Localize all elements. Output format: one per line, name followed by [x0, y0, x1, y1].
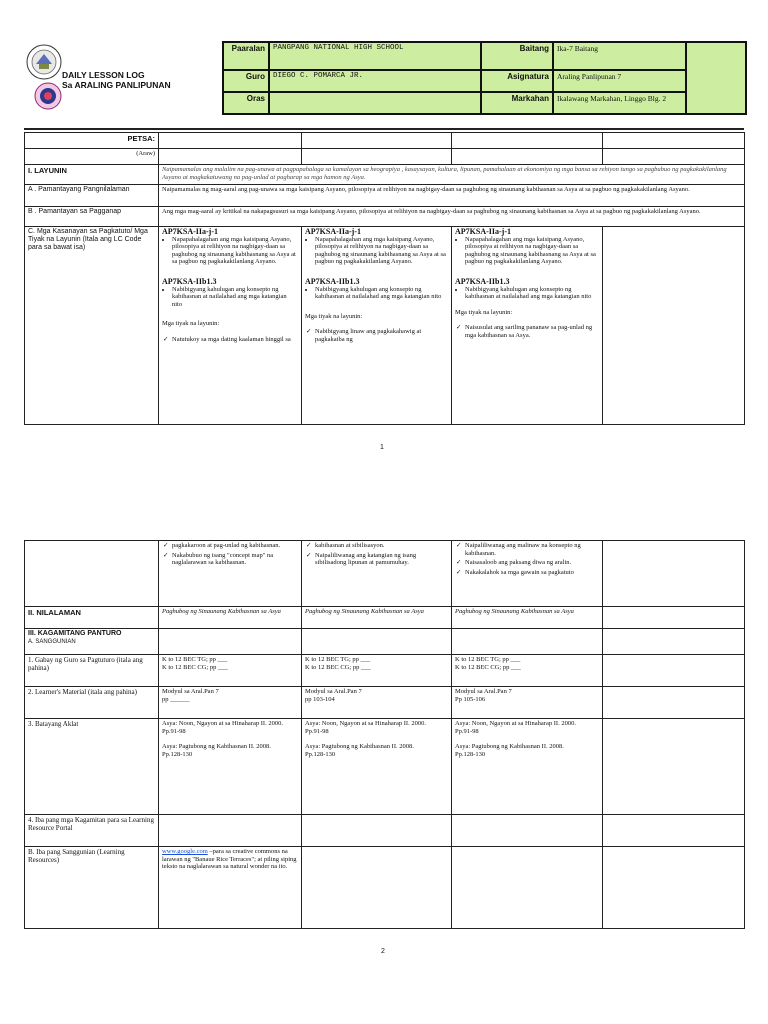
- book-pages: Pp.128-130: [455, 750, 486, 758]
- lc-bullet: • Nabibigyang kahulugan ang konsepto ng kabihasnan at nailalahad ang mga katangian nito: [172, 286, 298, 309]
- pamantayan-sa-pagganap-label: B . Pamantayan sa Pagganap: [25, 207, 159, 227]
- petsa-label: PETSA:: [25, 133, 159, 149]
- iba-pang-kagamitan-col-4: [603, 815, 745, 847]
- page-2: [0, 530, 768, 1024]
- pamantayang-pangnilalaman-label: A . Pamantayang Pangnilalaman: [25, 185, 159, 207]
- pamantayang-pangnilalaman-text: Naipamamalas ng mag-aaral ang pag-unawa sa mga kaisipang Asyano, pilosopiya at relihiyon na nagbigay-daan sa paghubog ng sinaunang kabihasnan sa Asya at sa pagbuo ng pagkakakilanlang Asyano.: [159, 185, 745, 207]
- grade-label: Baitang: [481, 42, 553, 70]
- kasanayan-label: C. Mga Kasanayan sa Pagkatuto/ Mga Tiyak na Layunin (Itala ang LC Code para sa bawat isa): [25, 227, 159, 425]
- kasanayan-col-3: [452, 227, 603, 425]
- kagamitan-label: [25, 629, 159, 655]
- google-link[interactable]: www.google.com: [162, 848, 208, 855]
- learners-material-col-4: [603, 687, 745, 719]
- objective-item: ✓ Naisusulat ang sariling pananaw sa pag-unlad ng mga kabihasnan sa Asya.: [465, 324, 599, 339]
- lc-bullet: • Napapahalagahan ang mga kaisipang Asyano, pilosopiya at relihiyon na nagbigay-daan sa paghubog ng sinaunang kabihasnang sa Asya at sa pagbuo ng pagkakakilanlang Asyano.: [172, 236, 298, 266]
- batayang-aklat-col-1: [159, 719, 302, 815]
- subject-label: Asignatura: [481, 70, 553, 92]
- lesson-table-1: [24, 132, 745, 425]
- lc-code: AP7KSA-IIb1.3: [162, 276, 217, 286]
- modyul-line: Modyul sa Aral.Pan 7: [305, 688, 362, 695]
- nilalaman-col-3: Paghubog ng Sinaunang Kabihasnan sa Asya: [452, 607, 603, 629]
- iba-pang-kagamitan-label: 4. Iba pang mga Kagamitan para sa Learning Resource Portal: [25, 815, 159, 847]
- cg-line: K to 12 BEC CG; pp ___: [455, 663, 521, 671]
- book-pages: Pp.91-98: [162, 727, 186, 735]
- kasanayan-col-2: [302, 227, 452, 425]
- kasanayan-col-4: [603, 227, 745, 425]
- objective-item: ✓ Natutukoy sa mga dating kaalaman hinggil sa: [172, 336, 298, 344]
- continued-col-4: [603, 541, 745, 607]
- nilalaman-col-4: [603, 607, 745, 629]
- nilalaman-col-2: Paghubog ng Sinaunang Kabihasnan sa Asya: [302, 607, 452, 629]
- petsa-col-2: [302, 133, 452, 149]
- cg-line: K to 12 BEC CG; pp ___: [305, 663, 371, 671]
- iba-pang-kagamitan-col-1: [159, 815, 302, 847]
- lc-code: AP7KSA-IIa-j-1: [455, 227, 511, 236]
- book-pages: Pp.91-98: [455, 727, 479, 735]
- subject-value: Araling Panlipunan 7: [553, 70, 686, 92]
- gabay-guro-label: 1. Gabay ng Guro sa Pagtuturo (itala ang pahina): [25, 655, 159, 687]
- gabay-guro-col-2: [302, 655, 452, 687]
- iba-pang-sanggunian-col-2: [302, 847, 452, 929]
- iba-pang-sanggunian-col-3: [452, 847, 603, 929]
- iba-pang-sanggunian-col-1: [159, 847, 302, 929]
- layunin-text: Naipamamalas ang malalim na pag-unawa at pagpapahalaga sa kamalayan sa heograpiya , kasaysayan, kultura, lipunan, pamahalaan at ekonomiya ng mga bansa sa rehiyon tungo sa pagbubuo ng pagkakakilanlang Asyano at magkakatuwang na pag-unlad at pagharap sa mga hamon ng Asya.: [159, 165, 745, 185]
- lc-bullet: • Nabibigyang kahulugan ang konsepto ng kabihasnan at nailalahad ang mga katangian nito: [465, 286, 599, 301]
- objective-item: ✓ Nakabubuo ng isang "concept map" na naglalarawan sa kabihasnan.: [172, 552, 298, 567]
- continued-col-1: [159, 541, 302, 607]
- iba-pang-kagamitan-col-3: [452, 815, 603, 847]
- araw-col-4: [603, 149, 745, 165]
- objective-item: ✓ kabihasnan at sibilisasyon.: [315, 542, 448, 550]
- school-label: Paaralan: [223, 42, 269, 70]
- lc-bullet: • Napapahalagahan ang mga kaisipang Asyano, pilosopiya at relihiyon na nagbigay-daan sa paghubog ng sinaunang kabihasnang sa Asya at sa pagbuo ng pagkakakilanlang Asyano.: [465, 236, 599, 266]
- lesson-table-2: [24, 540, 745, 929]
- header-divider: [24, 128, 744, 130]
- learners-material-col-3: [452, 687, 603, 719]
- pages-line: Pp 105-106: [455, 695, 486, 703]
- objective-item: ✓ Naipaliliwanag ang katangian ng isang sibilisadong lipunan at pamumuhay.: [315, 552, 448, 567]
- book-ref: Asya: Pagtubong ng Kabihasnan II. 2008.: [162, 743, 271, 751]
- objective-item: ✓ pagkakaroon at pag-unlad ng kabihasnan.: [172, 542, 298, 550]
- araw-col-2: [302, 149, 452, 165]
- page-number-1: 1: [380, 444, 384, 451]
- araw-col-3: [452, 149, 603, 165]
- lc-bullet: • Nabibigyang kahulugan ang konsepto ng kabihasnan at nailalahad ang mga katangian nito: [315, 286, 448, 301]
- batayang-aklat-col-4: [603, 719, 745, 815]
- page-1: [0, 0, 768, 470]
- doc-title: [62, 70, 171, 90]
- book-ref: Asya: Noon, Ngayon at sa Hinaharap II. 2000.: [305, 720, 426, 727]
- book-pages: Pp.128-130: [162, 750, 193, 758]
- teacher-value: DIEGO C. POMARCA JR.: [269, 70, 481, 92]
- kagamitan-heading: III. KAGAMITANG PANTURO: [28, 630, 122, 637]
- araw-col-1: [159, 149, 302, 165]
- gabay-guro-col-4: [603, 655, 745, 687]
- lc-code: AP7KSA-IIb1.3: [305, 276, 360, 286]
- batayang-aklat-col-3: [452, 719, 603, 815]
- quarter-value: Ikalawang Markahan, Linggo Blg. 2: [553, 92, 686, 114]
- kasanayan-col-1: [159, 227, 302, 425]
- book-ref: Asya: Noon, Ngayon at sa Hinaharap II. 2000.: [162, 720, 283, 727]
- page-number-2: 2: [381, 948, 385, 955]
- gabay-guro-col-1: [159, 655, 302, 687]
- layunin-label: I. LAYUNIN: [25, 165, 159, 185]
- kagamitan-col-1: [159, 629, 302, 655]
- title-line-2: Sa ARALING PANLIPUNAN: [62, 80, 171, 90]
- nilalaman-col-1: Paghubog ng Sinaunang Kabihasnan sa Asya: [159, 607, 302, 629]
- lc-code: AP7KSA-IIa-j-1: [162, 227, 218, 236]
- deped-logo: [26, 44, 62, 80]
- continued-col-3: [452, 541, 603, 607]
- iba-pang-kagamitan-col-2: [302, 815, 452, 847]
- learners-material-label: 2. Learner's Material (itala ang pahina): [25, 687, 159, 719]
- grade-value: Ika-7 Baitang: [553, 42, 686, 70]
- region-seal: [34, 82, 62, 110]
- petsa-col-4: [603, 133, 745, 149]
- objective-item: ✓ Naipaliliwanag ang malinaw na konsepto ng kabihasnan.: [465, 542, 599, 557]
- objective-item: ✓ Nabibigyang linaw ang pagkakahawig at pagkakaiba ng: [315, 328, 448, 343]
- petsa-col-3: [452, 133, 603, 149]
- pages-line: pp ______: [162, 695, 190, 703]
- learners-material-col-2: [302, 687, 452, 719]
- objective-item: ✓ Nakakalahok sa mga gawain sa pagkatuto: [465, 569, 599, 577]
- book-ref: Asya: Pagtubong ng Kabihasnan II. 2008.: [455, 743, 564, 751]
- header-table: [222, 41, 747, 115]
- lc-code: AP7KSA-IIa-j-1: [305, 227, 361, 236]
- time-label: Oras: [223, 92, 269, 114]
- school-value: PANGPANG NATIONAL HIGH SCHOOL: [269, 42, 481, 70]
- tiyak-heading: Mga tiyak na layunin:: [162, 320, 220, 328]
- kagamitan-col-4: [603, 629, 745, 655]
- araw-label: (Araw): [25, 149, 159, 165]
- title-line-1: DAILY LESSON LOG: [62, 70, 145, 80]
- teacher-label: Guro: [223, 70, 269, 92]
- batayang-aklat-label: 3. Batayang Aklat: [25, 719, 159, 815]
- batayang-aklat-col-2: [302, 719, 452, 815]
- book-pages: Pp.91-98: [305, 727, 329, 735]
- quarter-label: Markahan: [481, 92, 553, 114]
- book-ref: Asya: Pagtubong ng Kabihasnan II. 2008.: [305, 743, 414, 751]
- sanggunian-heading: A. SANGGUNIAN: [28, 639, 76, 645]
- lc-code: AP7KSA-IIb1.3: [455, 276, 510, 286]
- resource-text: –para sa creative commons na larawan ng "Banaue Rice Terraces"; at piling siping teksto na naglalarawan sa natural wonder na ito.: [162, 848, 297, 871]
- tg-line: K to 12 BEC TG; pp ___: [162, 656, 228, 663]
- book-pages: Pp.128-130: [305, 750, 336, 758]
- tg-line: K to 12 BEC TG; pp ___: [455, 656, 521, 663]
- iba-pang-sanggunian-col-4: [603, 847, 745, 929]
- modyul-line: Modyul sa Aral.Pan 7: [455, 688, 512, 695]
- time-value: [269, 92, 481, 114]
- continued-col-2: [302, 541, 452, 607]
- kagamitan-col-3: [452, 629, 603, 655]
- continued-label: [25, 541, 159, 607]
- cg-line: K to 12 BEC CG; pp ___: [162, 663, 228, 671]
- tiyak-heading: Mga tiyak na layunin:: [305, 312, 363, 320]
- gabay-guro-col-3: [452, 655, 603, 687]
- pamantayan-sa-pagganap-text: Ang mga mag-aaral ay kritikal na nakapagsusuri sa mga kaisipang Asyano, pilosopiya at relihiyon na nagbigay-daan sa paghubog ng sinaunang kabihasnan sa Asya at sa pagbuo ng pagkakakilanlang Asyano.: [159, 207, 745, 227]
- nilalaman-label: II. NILALAMAN: [25, 607, 159, 629]
- pages-line: pp 103-104: [305, 695, 335, 703]
- kagamitan-col-2: [302, 629, 452, 655]
- lc-bullet: • Napapahalagahan ang mga kaisipang Asyano, pilosopiya at relihiyon na nagbigay-daan sa paghubog ng sinaunang kabihasnang sa Asya at sa pagbuo ng pagkakakilanlang Asyano.: [315, 236, 448, 266]
- petsa-col-1: [159, 133, 302, 149]
- tiyak-heading: Mga tiyak na layunin:: [455, 308, 513, 316]
- iba-pang-sanggunian-label: B. Iba pang Sanggunian (Learning Resources): [25, 847, 159, 929]
- modyul-line: Modyul sa Aral.Pan 7: [162, 688, 219, 695]
- learners-material-col-1: [159, 687, 302, 719]
- book-ref: Asya: Noon, Ngayon at sa Hinaharap II. 2000.: [455, 720, 576, 727]
- tg-line: K to 12 BEC TG; pp ___: [305, 656, 371, 663]
- objective-item: ✓ Naisasaloob ang paksang diwa ng aralin.: [465, 559, 599, 567]
- blank-cell: [686, 42, 746, 114]
